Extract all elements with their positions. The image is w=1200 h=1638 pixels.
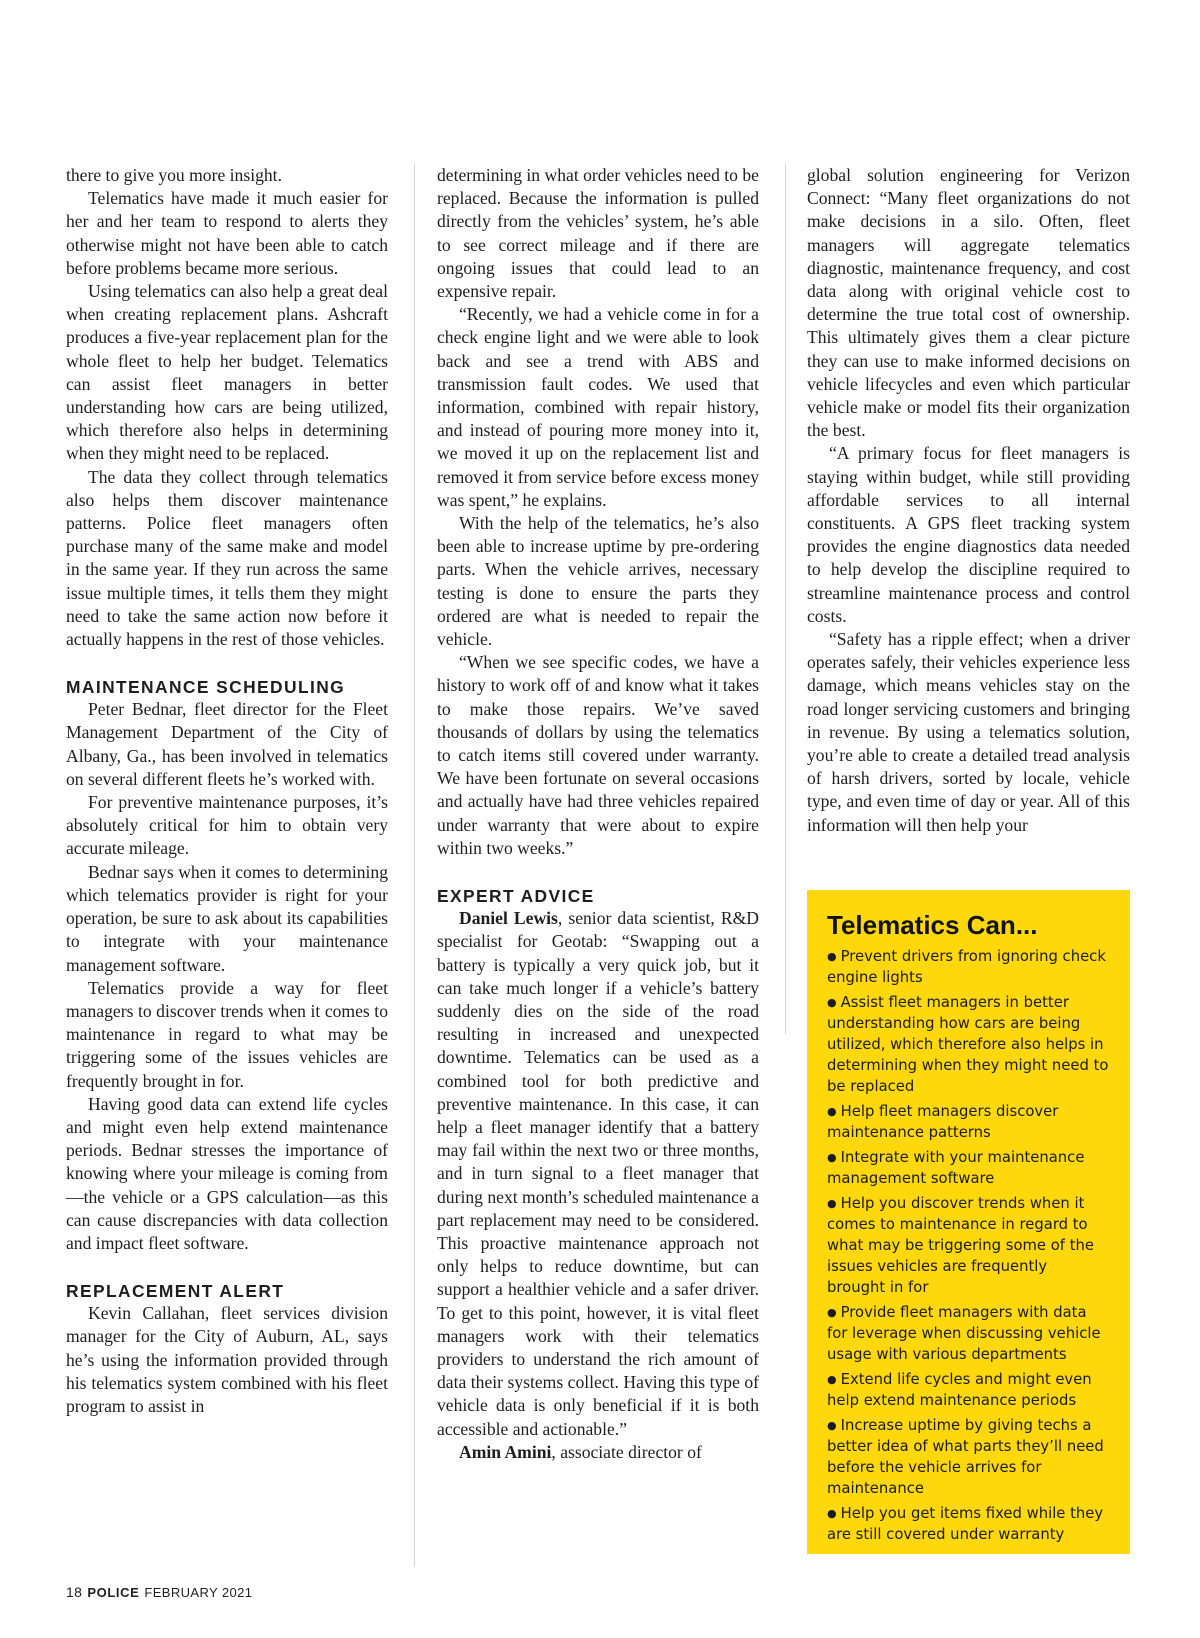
bullet-icon: ● [827, 1419, 837, 1432]
sidebar-title: Telematics Can... [827, 910, 1038, 940]
bullet-icon: ● [827, 1373, 837, 1386]
paragraph: Using telematics can also help a great deal when creating replacement plans. Ashcraft produces a five-year replacement plan for the whole fleet to help her budget. Telematics can assist fleet managers in better understanding how cars are being utilized, which therefore also helps in determining when they might need to be replaced. [66, 281, 388, 464]
bullet-icon: ● [827, 1306, 837, 1319]
paragraph: Telematics have made it much easier for her and her team to respond to alerts they otherwise might not have been able to catch before problems became more serious. [66, 188, 388, 278]
sidebar-list-item [827, 946, 1110, 988]
sidebar-list-item [827, 1101, 1110, 1143]
sidebar-item-text: Help you get items fixed while they are still covered under warranty [827, 1505, 1104, 1543]
sidebar-item-text: Provide fleet managers with data for leverage when discussing vehicle usage with various departments [827, 1304, 1101, 1363]
sidebar-item-text: Extend life cycles and might even help extend maintenance periods [827, 1371, 1092, 1409]
column-divider [414, 164, 415, 1566]
section-heading: MAINTENANCE SCHEDULING [66, 677, 346, 698]
paragraph-text: , associate director of [551, 1441, 702, 1462]
sidebar-item-text: Help fleet managers discover maintenance patterns [827, 1103, 1059, 1141]
sidebar-item-text: Assist fleet managers in better understanding how cars are being utilized, which therefore also helps in determining when they might need to be replaced [827, 994, 1109, 1095]
paragraph: With the help of the telematics, he’s also been able to increase uptime by pre-ordering parts. When the vehicle arrives, necessary testing is done to ensure the parts they ordered are what is needed to repair the vehicle. [437, 513, 759, 650]
sidebar-list-item [827, 1302, 1110, 1365]
section-heading: EXPERT ADVICE [437, 886, 595, 907]
article-column-1 [66, 164, 388, 1418]
sidebar-list-item [827, 1415, 1110, 1499]
paragraph: For preventive maintenance purposes, it’s absolutely critical for him to obtain very accurate mileage. [66, 792, 388, 859]
sidebar-list-item [827, 992, 1110, 1097]
section-heading: REPLACEMENT ALERT [66, 1281, 285, 1302]
bullet-icon: ● [827, 950, 837, 963]
paragraph: Telematics provide a way for fleet managers to discover trends when it comes to maintenance in regard to what may be triggering some of the issues vehicles are frequently brought in for. [66, 977, 388, 1091]
article-column-2 [437, 164, 759, 1464]
expert-name: Amin Amini [459, 1441, 552, 1462]
sidebar-item-text: Increase uptime by giving techs a better idea of what parts they’ll need before the vehicle arrives for maintenance [827, 1417, 1104, 1497]
paragraph: “Safety has a ripple effect; when a driver operates safely, their vehicles experience less damage, which means vehicles stay on the road longer servicing customers and bringing in revenue. By using a telematics solution, you’re able to create a detailed tread analysis of harsh drivers, sorted by locale, vehicle type, and even time of day or year. All of this information will then help your [807, 629, 1130, 835]
paragraph: determining in what order vehicles need to be replaced. Because the information is pulled directly from the vehicles’ system, he’s able to see correct mileage and if there are ongoing issues that could lead to an expensive repair. [437, 165, 759, 302]
expert-name: Daniel Lewis [459, 908, 558, 929]
page-footer [66, 1584, 252, 1600]
sidebar-list [827, 946, 1110, 1545]
issue-date: FEBRUARY 2021 [144, 1585, 253, 1600]
paragraph: “When we see specific codes, we have a history to work off of and know what it takes to make those repairs. We’ve saved thousands of dollars by using the telematics to catch items still covered under warranty. We have been fortunate on several occasions and actually have had three vehicles repaired under warranty that were about to expire within two weeks.” [437, 652, 759, 858]
bullet-icon: ● [827, 1151, 837, 1164]
sidebar-list-item [827, 1503, 1110, 1545]
sidebar-item-text: Prevent drivers from ignoring check engine lights [827, 948, 1106, 986]
bullet-icon: ● [827, 1105, 837, 1118]
article-column-3 [807, 164, 1130, 837]
paragraph: Bednar says when it comes to determining which telematics provider is right for your operation, be sure to ask about its capabilities to integrate with your maintenance management software. [66, 861, 388, 975]
paragraph: The data they collect through telematics also helps them discover maintenance patterns. Police fleet managers often purchase many of the same make and model in the same year. If they run across the same issue multiple times, it tells them they might need to take the same action now before it actually happens in the rest of those vehicles. [66, 466, 388, 650]
bullet-icon: ● [827, 1197, 837, 1210]
column-divider [785, 164, 786, 1034]
sidebar-list-item [827, 1147, 1110, 1189]
paragraph [437, 1441, 759, 1464]
paragraph: Kevin Callahan, fleet services division manager for the City of Auburn, AL, says he’s using the information provided through his telematics system combined with his fleet program to assist in [66, 1303, 388, 1416]
sidebar-list-item [827, 1369, 1110, 1411]
paragraph: “Recently, we had a vehicle come in for a check engine light and we were able to look back and see a trend with ABS and transmission fault codes. We used that information, combined with repair history, and instead of pouring more money into it, we moved it up on the replacement list and removed it from service before excess money was spent,” he explains. [437, 304, 759, 510]
paragraph-text: , senior data scientist, R&D specialist for Geotab: “Swapping out a battery is typically a very quick job, but it can take much longer if a vehicle’s battery suddenly dies on the side of the road resulting in increased and unexpected downtime. Telematics can be used as a combined tool for both predictive and preventive maintenance. In this case, it can help a fleet manager identify that a battery may fail within the next two or three months, and in turn signal to a fleet manager that during next month’s scheduled maintenance a part replacement may need to be considered. This proactive maintenance approach not only helps to reduce downtime, but can support a healthier vehicle and a safer driver. To get to this point, however, it is vital fleet managers work with their telematics providers to understand the rich amount of data their systems collect. Having this type of vehicle data is only beneficial if it is both accessible and actionable.” [437, 908, 759, 1439]
sidebar-list-item [827, 1193, 1110, 1298]
bullet-icon: ● [827, 996, 837, 1009]
sidebar-item-text: Help you discover trends when it comes to maintenance in regard to what may be triggering some of the issues vehicles are frequently brought in for [827, 1195, 1094, 1296]
paragraph: Peter Bednar, fleet director for the Fleet Management Department of the City of Albany, Ga., has been involved in telematics on several different fleets he’s worked with. [66, 699, 388, 789]
magazine-name: POLICE [87, 1585, 140, 1600]
bullet-icon: ● [827, 1507, 837, 1520]
paragraph: global solution engineering for Verizon Connect: “Many fleet organizations do not make decisions in a silo. Often, fleet managers will aggregate telematics diagnostic, maintenance frequency, and cost data along with original vehicle cost to determine the true total cost of ownership. This ultimately gives them a clear picture they can use to make informed decisions on vehicle lifecycles and even which particular vehicle make or model fits their organization the best. [807, 165, 1130, 441]
paragraph [437, 907, 759, 1441]
paragraph: “A primary focus for fleet managers is staying within budget, while still providing affordable services to all internal constituents. A GPS fleet tracking system provides the engine diagnostics data needed to help develop the discipline required to streamline maintenance process and control costs. [807, 443, 1130, 626]
telematics-sidebar-box [807, 890, 1130, 1554]
paragraph: Having good data can extend life cycles and might even help extend maintenance periods. Bednar stresses the importance of knowing where your mileage is coming from—the vehicle or a GPS calculation—as this can cause discrepancies with data collection and impact fleet software. [66, 1093, 388, 1253]
sidebar-item-text: Integrate with your maintenance management software [827, 1149, 1085, 1187]
paragraph: there to give you more insight. [66, 165, 282, 185]
page-number: 18 [66, 1584, 83, 1600]
